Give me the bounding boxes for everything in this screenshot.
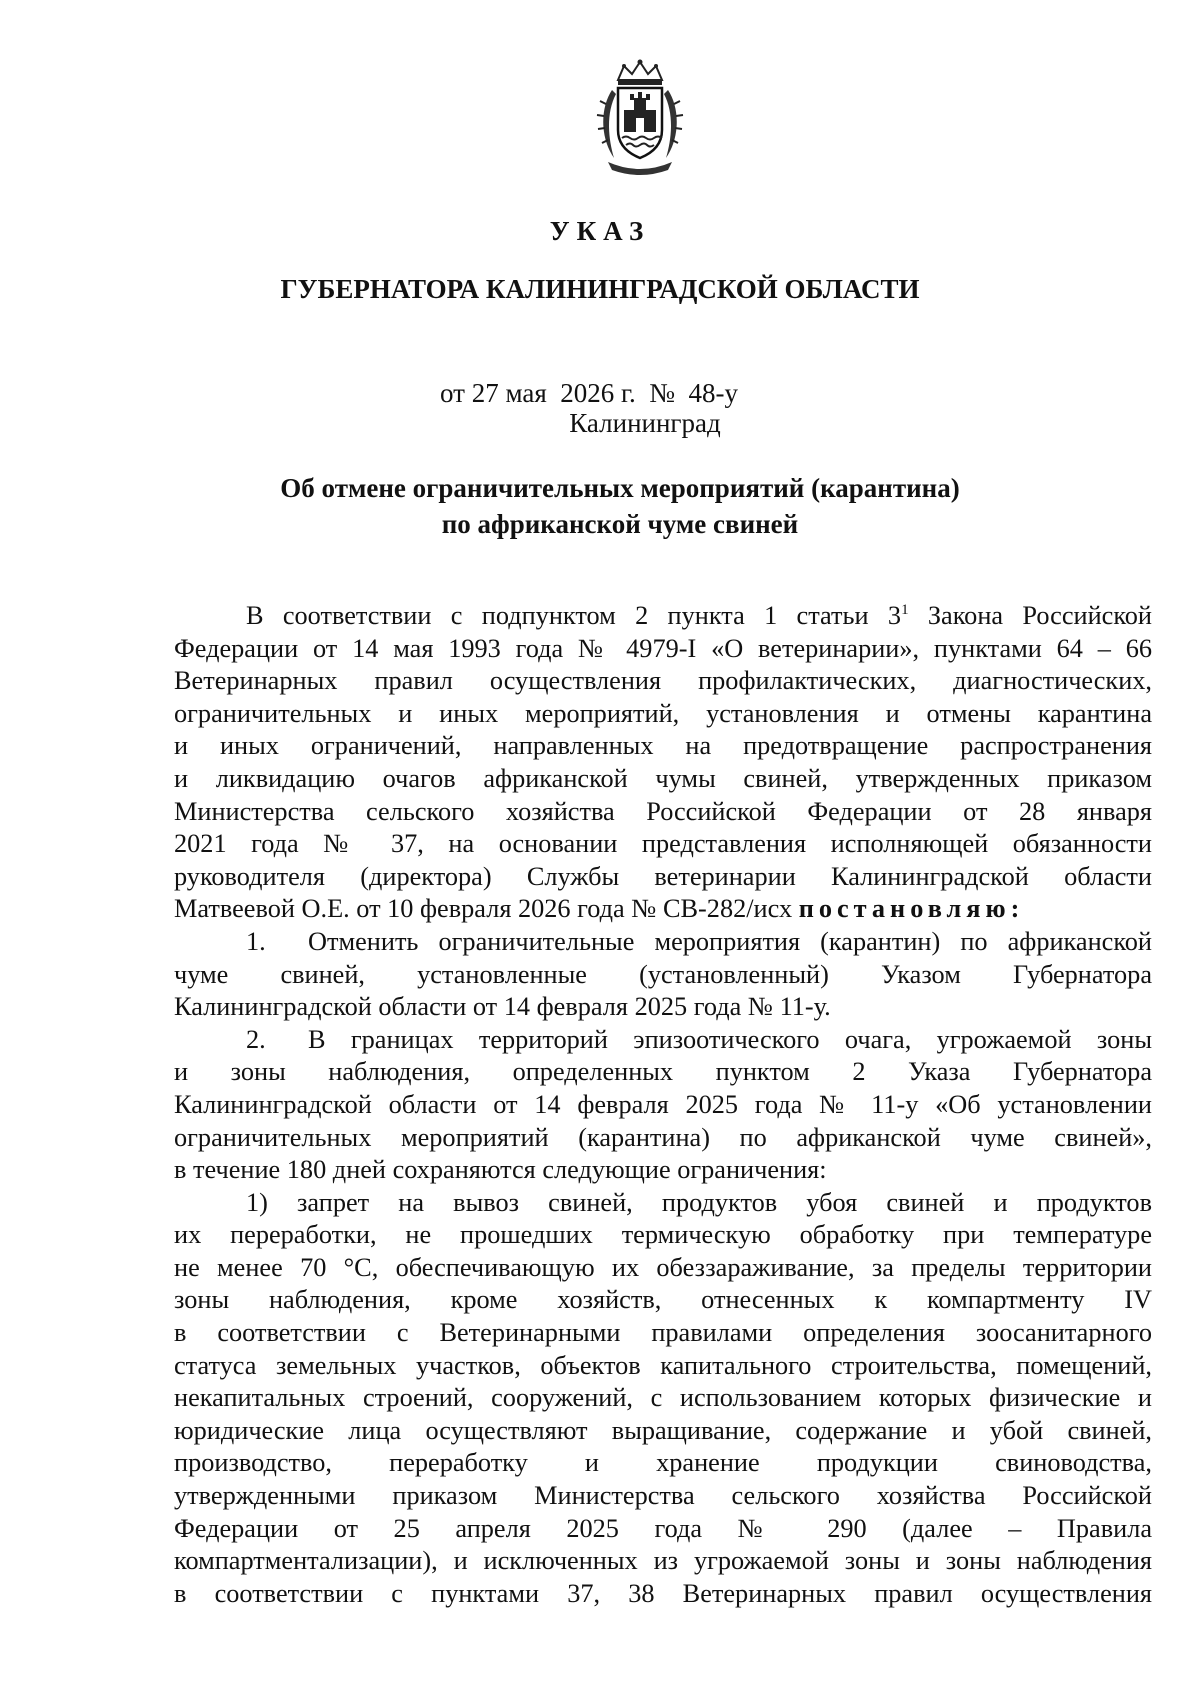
preamble-line: ограничительных и иных мероприятий, установления и отмены карантина <box>174 698 1152 728</box>
subitem-1-line: в соответствии с Ветеринарными правилами определения зоосанитарного <box>174 1318 1152 1348</box>
heading-line-2: по африканской чуме свиней <box>441 509 799 539</box>
item-1-line: Калининградской области от 14 февраля 2025 года № 11-у. <box>174 992 831 1022</box>
item-2-line: и зоны наблюдения, определенных пунктом 2 Указа Губернатора <box>174 1057 1152 1087</box>
subitem-1-line: зоны наблюдения, кроме хозяйств, отнесенных к компартменту IV <box>174 1285 1152 1315</box>
subitem-1-line: не менее 70 °С, обеспечивающую их обеззараживание, за пределы территории <box>174 1252 1152 1282</box>
preamble-line: и иных ограничений, направленных на предотвращение распространения <box>174 731 1152 761</box>
superscript: 1 <box>901 602 909 619</box>
preamble-line: руководителя (директора) Службы ветеринарии Калининградской области <box>174 861 1152 891</box>
document-city: Калининград <box>569 408 721 438</box>
resolve-word: постановляю: <box>798 894 1025 924</box>
preamble-line: В соответствии с подпунктом 2 пункта 1 статьи $3^1$ Закона Российской <box>246 601 1152 630</box>
document-heading <box>0 470 1200 542</box>
item-number: 2. <box>246 1024 266 1054</box>
item-number: 1. <box>246 926 266 956</box>
subitem-1-line: производство, переработку и хранение продукции свиноводства, <box>174 1448 1152 1478</box>
subitem-1-line: их переработки, не прошедших термическую обработку при температуре <box>174 1220 1152 1250</box>
item-2-line: Калининградской области от 14 февраля 2025 года № 11-у «Об установлении <box>174 1089 1152 1119</box>
subitem-1-line: статуса земельных участков, объектов капитального строительства, помещений, <box>174 1350 1152 1380</box>
document-title: УКАЗ <box>549 216 651 246</box>
item-2-line: ограничительных мероприятий (карантина) по африканской чуме свиней», <box>174 1122 1152 1152</box>
preamble-line: Матвеевой О.Е. от 10 февраля 2026 года № СВ-282/исх постановляю: <box>174 894 1025 924</box>
document-subtitle: ГУБЕРНАТОРА КАЛИНИНГРАДСКОЙ ОБЛАСТИ <box>280 274 920 304</box>
preamble-line: Федерации от 14 мая 1993 года № 4979-I «О ветеринарии», пунктами 64 – 66 <box>174 633 1152 663</box>
subitem-1-line: утвержденными приказом Министерства сельского хозяйства Российской <box>174 1481 1152 1511</box>
heading-line-1: Об отмене ограничительных мероприятий (карантина) <box>280 473 960 503</box>
subitem-1-line: в соответствии с пунктами 37, 38 Ветеринарных правил осуществления <box>174 1578 1152 1608</box>
subitem-1-line: 1) запрет на вывоз свиней, продуктов убоя свиней и продуктов <box>246 1187 1152 1217</box>
item-2-line: в течение 180 дней сохраняются следующие ограничения: <box>174 1155 827 1185</box>
subitem-1-line: юридические лица осуществляют выращивание, содержание и убой свиней, <box>174 1415 1152 1445</box>
item-1-line: 1. Отменить ограничительные мероприятия (карантин) по африканской <box>174 926 1152 959</box>
preamble-line: 2021 года № 37, на основании представления исполняющей обязанности <box>174 829 1152 859</box>
document-date-number: от 27 мая 2026 г. № 48-у <box>440 378 739 408</box>
subitem-1-line: Федерации от 25 апреля 2025 года № 290 (далее – Правила <box>174 1513 1152 1543</box>
coat-of-arms-emblem <box>594 58 686 176</box>
item-1-line: чуме свиней, установленные (установленный) Указом Губернатора <box>174 959 1152 989</box>
preamble-line: Министерства сельского хозяйства Российской Федерации от 28 января <box>174 796 1152 826</box>
preamble-line: Ветеринарных правил осуществления профилактических, диагностических, <box>174 666 1152 696</box>
subitem-1-line: компартментализации), и исключенных из угрожаемой зоны и зоны наблюдения <box>174 1546 1152 1576</box>
item-2-line: 2. В границах территорий эпизоотического очага, угрожаемой зоны <box>174 1024 1152 1057</box>
preamble-line: и ликвидацию очагов африканской чумы свиней, утвержденных приказом <box>174 763 1152 793</box>
document-body <box>174 600 1152 1610</box>
subitem-1-line: некапитальных строений, сооружений, с использованием которых физические и <box>174 1383 1152 1413</box>
